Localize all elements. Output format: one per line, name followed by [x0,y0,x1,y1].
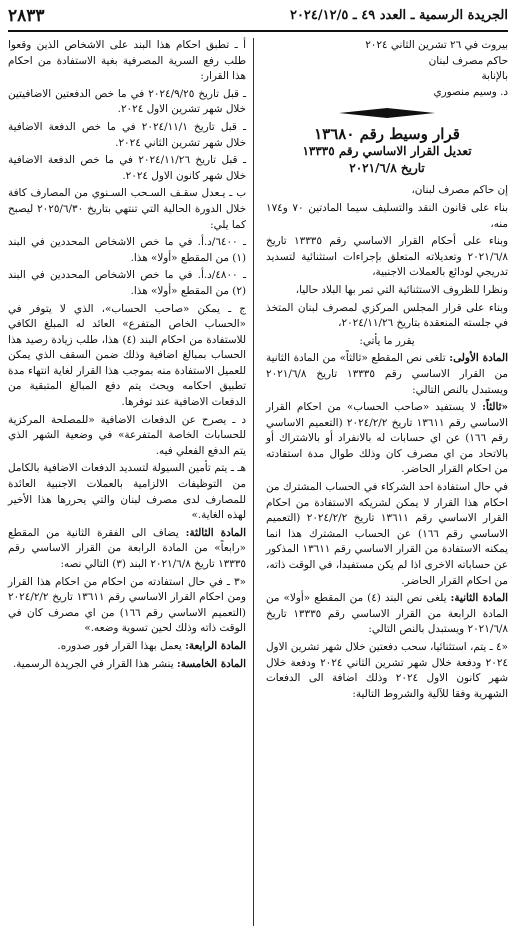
article-3 [8,526,246,573]
clause-e: هـ ـ يتم تأمين السيولة لتسديد الدفعات الاضافية بالكامل من التوظيفات الالزامية بالعملات الاجنبية العائدة للمصارف لدى مصرف لبنان والتي يحررها هذا الأخير لهذه الغاية.» [8,462,246,522]
decides-line: يقرر ما يأتي: [359,334,415,347]
clause-d: د ـ يصرح عن الدفعات الاضافية «للمصلحة المركزية للحسابات الخاصة المتفرعة» في وضعية الشهر الذي يتم الدفع الفعلي فيه. [8,413,246,457]
preamble-governor: إن حاكم مصرف لبنان، [411,184,508,197]
article-2 [266,591,508,638]
decision-date: تاريخ ٢٠٢١/٦/٨ [349,161,425,176]
article-4-label: المادة الرابعة: [185,639,246,652]
article-5 [8,657,246,673]
article-4 [8,639,246,655]
article-1-para2: في حال استفادة احد الشركاء في الحساب المشترك من احكام هذا القرار لا يمكن لشريكه الاستفادة من احكام القرار الاساسي رقم ١٣٦١١ تاريخ ٢٠٢٤/٢/٢ (التعميم الاساسي رقم ١٦٦) عن الحساب المشترك هذا انما يمكنه الاستفادة من القرار الاساسي رقم ١٣٦١١ المذكور عن حساباته الاخرى اذا لم يكن مستفيدا، في الوقت ذاته، من احكام القرار الحاضر. [266,481,509,587]
gazette-title: الجريدة الرسمية ـ العدد ٤٩ ـ ٢٠٢٤/١٢/٥ [289,8,508,23]
article-5-label: المادة الخامسة: [176,657,246,670]
article-2-quote: «٤ ـ يتم، استثنائيا، سحب دفعتين خلال شهر تشرين الاول ٢٠٢٤ ودفعة خلال شهر تشرين الثاني ٢٠٢٤ ودفعة خلال شهر كانون الاول ٢٠٢٤ وذلك اضافة الى الدفعات الشهرية وفقا للآلية والشروط التالية: [266,641,508,700]
article-1 [266,351,508,398]
article-5-text: ينشر هذا القرار في الجريدة الرسمية. [12,657,177,670]
article-3-quote: «٣ ـ في حال استفادته من احكام من احكام هذا القرار ومن احكام القرار الاساسي رقم ١٣٦١١ تاريخ ٢٠٢٤/٢/٢ (التعميم الاساسي رقم ١٦٦) من اي مصرف كان في الوقت ذاته وذلك لحين تسوية وضعه.» [8,575,247,635]
article-1-third [266,400,508,478]
article-1-label: المادة الأولى: [449,352,508,365]
article-3-text: يضاف الى الفقرة الثانية من المقطع «رابعاً» من المادة الرابعة من القرار الاساسي رقم ١٣٣٣٥ تاريخ ٢٠٢١/٦/٨ البند (٣) التالي نصه: [8,526,246,570]
article-1-text: تلغى نص المقطع «ثالثاً» من المادة الثانية من القرار الاساسي رقم ١٣٣٣٥ تاريخ ٢٠٢١/٦/٨ ويستبدل بالنص التالي: [266,352,509,396]
article-3-label: المادة الثالثة: [185,526,246,539]
preamble-council: وبناء على قرار المجلس المركزي لمصرف لبنان المتخذ في جلسته المنعقدة بتاريخ ٢٠٢٤/١١/٢٦، [266,301,508,330]
clause-b-item-2: ـ ٤٨٠٠/د.أ. في ما خص الاشخاص المحددين في البند (٢) من المقطع «أولا» هذا. [8,269,246,297]
clause-a: أ ـ تطبق احكام هذا البند على الاشخاص الذين وقعوا طلب رفع السرية المصرفية بغية الاستفادة من احكام هذا القرار: [8,39,246,83]
article-1-third-text: لا يستفيد «صاحب الحساب» من احكام القرار الاساسي رقم ١٣٦١١ تاريخ ٢٠٢٤/٢/٢ (التعميم الاساسي رقم ١٦٦) عن اي حسابات له بالانفراد أو بالاشتراك أو بالاتحاد من اي مصرف كان وذلك طوال مدة استفادته من احكام القرار الحاضر. [266,401,508,476]
decision-subtitle: تعديل القرار الاساسي رقم ١٣٣٣٥ [302,144,472,159]
article-2-label: المادة الثانية: [450,592,508,605]
clause-a-item-3: ـ قبل تاريخ ٢٠٢٤/١١/٢٦ في ما خص الدفعة الاضافية خلال شهر كانون الاول ٢٠٢٤. [8,154,246,182]
clause-a-item-1: ـ قبل تاريخ ٢٠٢٤/٩/٢٥ في ما خص الدفعتين الاضافيتين خلال شهر تشرين الاول ٢٠٢٤. [8,87,247,116]
signature-place-date: بيروت في ٢٦ تشرين الثاني ٢٠٢٤ [365,39,508,51]
right-column [266,38,508,704]
article-4-text: يعمل بهذا القرار فور صدوره. [57,639,186,652]
header-rule [8,30,508,32]
clause-b: ب ـ يـعدل سقـف السـحب السـنوي من المصارف كافة خلال الدورة الحالية التي تنتهي بتاريخ ٢٠٢٥/٦/٣٠ ليصبح كما يلي: [8,187,246,231]
signature-name: د. وسيم منصوري [433,85,508,98]
signature-role: حاكم مصرف لبنان [428,54,508,67]
article-2-text: يلغى نص البند (٤) من المقطع «أولا» من المادة الرابعة من القرار الاساسي رقم ١٣٣٣٥ تاريخ ٢٠٢١/٦/٨ ويستبدل بالنص التالي: [266,592,509,636]
clause-b-item-1: ـ ٦٤٠٠/د.أ. في ما خص الاشخاص المحددين في البند (١) من المقطع «أولا» هذا. [8,236,246,264]
preamble-circumstances: ونظرا للظروف الاستثنائية التي تمر بها البلاد حاليا، [295,283,508,296]
page-header [8,6,508,30]
decision-heading [266,126,508,177]
column-divider [253,38,254,926]
signature-block [266,38,508,100]
preamble-basic-decision: وبناء على أحكام القرار الاساسي رقم ١٣٣٣٥ تاريخ ٢٠٢١/٦/٨ وتعديلاته المتعلق بإجراءات استثنائية لتسديد تدريجي لودائع بالعملات الاجنبية، [266,235,508,279]
left-column [8,38,246,674]
article-1-third-label: «ثالثاً: [482,401,508,414]
preamble-law: بناء على قانون النقد والتسليف سيما المادتين ٧٠ و١٧٤ منه، [266,201,508,230]
clause-c: ج ـ يمكن «صاحب الحساب»، الذي لا يتوفر في «الحساب الخاص المتفرع» العائد له المبلغ الكافي للاستفادة من احكام البند (٤) هذا، طلب زيادة رصيد هذا الحساب بمبالغ اضافية وذلك ضمن السقف الذي يمكن للعميل الاستفادة منه بموجب هذا القرار لغاية انتهاء مدة تطبيق احكامه ويحث يتم دفع المبالغ المتبقية من الدفعات الاضافية عند توفرها. [8,302,246,409]
signature-delegation: بالإنابة [481,70,508,83]
decision-title: قرار وسيط رقم ١٣٦٨٠ [314,125,460,144]
page-number: ٢٨٣٣ [8,6,45,26]
ornament-divider [266,108,508,118]
clause-a-item-2: ـ قبل تاريخ ٢٠٢٤/١١/١ في ما خص الدفعة الاضافية خلال شهر تشرين الثاني ٢٠٢٤. [8,120,246,149]
